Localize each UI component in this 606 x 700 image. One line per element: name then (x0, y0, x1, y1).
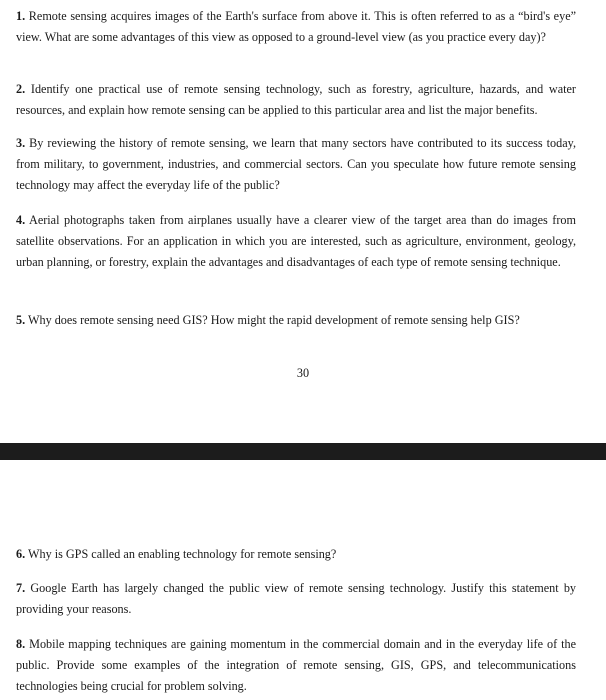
question-text: Identify one practical use of remote sensing technology, such as forestry, agriculture, hazards, and water resources, and explain how remote sensing can be applied to this particular area and list the major benefits. (16, 82, 576, 117)
question-number: 7. (16, 581, 26, 595)
question-text: Google Earth has largely changed the public view of remote sensing technology. Justify this statement by providing your reasons. (16, 581, 577, 616)
question-text: Remote sensing acquires images of the Earth's surface from above it. This is often referred to as a “bird's eye” view. What are some advantages of this view as opposed to a ground-level view (as you practice every day)? (16, 9, 577, 44)
question-6 (16, 544, 576, 565)
question-text: Why is GPS called an enabling technology for remote sensing? (27, 547, 337, 561)
question-8 (16, 634, 576, 697)
document-page-bottom (0, 460, 606, 700)
question-number: 5. (16, 313, 26, 327)
question-7 (16, 578, 576, 620)
question-text: By reviewing the history of remote sensing, we learn that many sectors have contributed to its success today, from military, to government, industries, and commercial sectors. Can you speculate how future remote sensing technology may affect the everyday life of the public? (16, 136, 577, 192)
question-number: 1. (16, 9, 26, 23)
page-number: 30 (296, 366, 310, 380)
page-separator (0, 443, 606, 460)
question-3 (16, 133, 576, 196)
question-number: 2. (16, 82, 26, 96)
question-number: 3. (16, 136, 26, 150)
question-1 (16, 6, 576, 48)
question-number: 8. (16, 637, 26, 651)
question-4 (16, 210, 576, 273)
question-number: 4. (16, 213, 26, 227)
question-2 (16, 79, 576, 121)
question-5 (16, 310, 576, 331)
question-number: 6. (16, 547, 26, 561)
question-text: Why does remote sensing need GIS? How might the rapid development of remote sensing help GIS? (27, 313, 520, 327)
question-text: Aerial photographs taken from airplanes usually have a clearer view of the target area than do images from satellite observations. For an application in which you are interested, such as agriculture, environment, geology, urban planning, or forestry, explain the advantages and disadvantages of each type of remote sensing technique. (16, 213, 576, 269)
question-text: Mobile mapping techniques are gaining momentum in the commercial domain and in the everyday life of the public. Provide some examples of the integration of remote sensing, GIS, GPS, and telecommunications technologies being crucial for problem solving. (16, 637, 577, 693)
